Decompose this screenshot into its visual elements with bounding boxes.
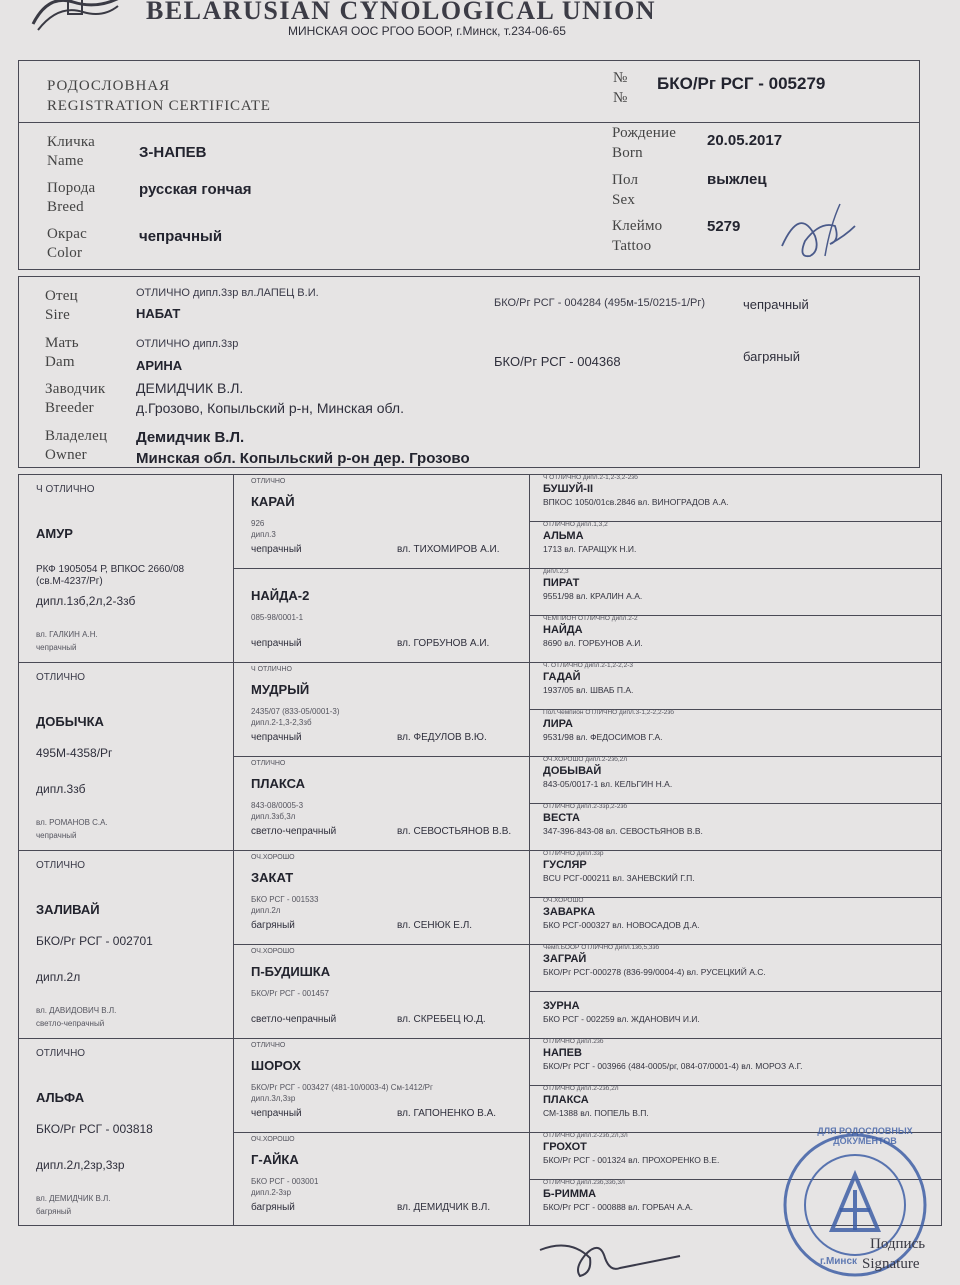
ancestor-color: чепрачный (251, 544, 302, 555)
ancestor-name: АМУР (36, 526, 73, 541)
ancestor-diploma: дипл.2л (36, 970, 81, 984)
label-tattoo-ru: Клеймо (612, 218, 663, 234)
gen3-cell (531, 662, 941, 709)
ancestor-name: НАПЕВ (543, 1047, 582, 1059)
ancestor-name: ГАДАЙ (543, 671, 581, 683)
ancestor-info: 843-05/0017-1 вл. КЕЛЬГИН Н.А. (543, 779, 673, 789)
sire-color: чепрачный (743, 297, 809, 312)
grandparent-cell (20, 1038, 232, 1226)
ancestor-name: ГУСЛЯР (543, 859, 587, 871)
ancestor-info: СМ-1388 вл. ПОПЕЛЬ В.П. (543, 1108, 649, 1118)
ancestor-reg: РКФ 1905054 Р, ВПКОС 2660/08 (36, 564, 185, 575)
ancestor-info: 8690 вл. ГОРБУНОВ А.И. (543, 638, 643, 648)
ancestor-name: ЗАЛИВАЙ (36, 902, 100, 917)
ancestor-owner: вл. СЕНЮК Е.Л. (397, 920, 473, 931)
ancestor-color: светло-чепрачный (251, 826, 337, 837)
dog-tattoo: 5279 (707, 218, 741, 235)
ancestor-title: ОЧ.ХОРОШО (251, 854, 295, 861)
ancestor-name: ЗАВАРКА (543, 906, 596, 918)
gen3-cell (531, 803, 941, 850)
gen3-cell (531, 897, 941, 944)
sire-title: ОТЛИЧНО дипл.3зр вл.ЛАПЕЦ В.И. (136, 287, 319, 299)
label-breed-ru: Порода (47, 180, 96, 196)
gen3-cell (531, 521, 941, 568)
ancestor-name: ШОРОХ (251, 1058, 301, 1073)
grandparent-cell (20, 474, 232, 662)
ancestor-owner: вл. ТИХОМИРОВ А.И. (397, 544, 500, 555)
ancestor-reg: 085-98/0001-1 (251, 613, 304, 622)
gen3-cell (531, 991, 941, 1038)
ancestor-title: ОТЛИЧНО (251, 1042, 286, 1049)
ancestor-name: ЗУРНА (543, 1000, 580, 1012)
ancestor-info: БКО/Рг РСГ - 003966 (484-0005/рг, 084-07/0001-4) вл. МОРОЗ А.Г. (543, 1061, 803, 1071)
ancestor-title: Ч ОТЛИЧНО дипл.2-1,2-3,2-2зб (543, 474, 638, 481)
ancestor-color: чепрачный (251, 638, 302, 649)
breeder-name: ДЕМИДЧИК В.Л. (136, 380, 244, 396)
ancestor-reg: БКО РСГ - 003001 (251, 1177, 319, 1186)
great-grandparent-cell (235, 1038, 528, 1132)
ancestor-name: АЛЬФА (36, 1090, 85, 1105)
ancestor-color: чепрачный (36, 643, 77, 652)
number-label-1: № (613, 70, 628, 86)
gen3-cell (531, 1085, 941, 1132)
ancestor-diploma: дипл.2-1,3-2,3зб (251, 718, 312, 727)
great-grandparent-cell (235, 474, 528, 568)
label-dam-en: Dam (45, 354, 75, 370)
ancestor-info: 9551/98 вл. КРАЛИН А.А. (543, 591, 643, 601)
dog-sex: выжлец (707, 171, 767, 188)
union-title: BELARUSIAN CYNOLOGICAL UNION (146, 0, 657, 25)
signature-icon (770, 196, 860, 266)
title-ru: РОДОСЛОВНАЯ (47, 78, 171, 94)
ancestor-title: ОТЛИЧНО дипл.2-2зб,2л (543, 1085, 619, 1092)
ancestor-info: БКО РСГ-000327 вл. НОВОСАДОВ Д.А. (543, 920, 700, 930)
great-grandparent-cell (235, 944, 528, 1038)
ancestor-info: 9531/98 вл. ФЕДОСИМОВ Г.А. (543, 732, 663, 742)
ancestor-reg: БКО РСГ - 001533 (251, 895, 319, 904)
ancestor-name: БУШУЙ-II (543, 483, 594, 495)
ancestor-owner: вл. СЕВОСТЬЯНОВ В.В. (397, 826, 512, 837)
ancestor-info: 347-396-843-08 вл. СЕВОСТЬЯНОВ В.В. (543, 826, 703, 836)
ancestor-info: ВПКОС 1050/01св.2846 вл. ВИНОГРАДОВ А.А. (543, 497, 729, 507)
ancestor-name: НАЙДА (543, 624, 583, 636)
label-breeder-en: Breeder (45, 400, 94, 416)
ancestor-title: ЧЕМПИОН ОТЛИЧНО дипл.2-2 (543, 615, 638, 622)
ancestor-name: ГРОХОТ (543, 1141, 587, 1153)
ancestor-diploma: дипл.2л,2зр,3зр (36, 1158, 125, 1172)
ancestor-owner: вл. РОМАНОВ С.А. (36, 818, 108, 827)
ancestor-owner: вл. СКРЕБЕЦ Ю.Д. (397, 1014, 486, 1025)
ancestor-name: ЛИРА (543, 718, 573, 730)
label-name-ru: Кличка (47, 134, 95, 150)
gen3-cell (531, 756, 941, 803)
great-grandparent-cell (235, 1132, 528, 1226)
ancestor-info: 1937/05 вл. ШВАБ П.А. (543, 685, 634, 695)
footer-signature-icon (530, 1228, 690, 1280)
dog-name: З-НАПЕВ (139, 144, 207, 161)
gen3-cell (531, 474, 941, 521)
label-breeder-ru: Заводчик (45, 381, 106, 397)
ancestor-name: ЗАКАТ (251, 870, 294, 885)
label-name-en: Name (47, 153, 84, 169)
ancestor-name: Б-РИММА (543, 1188, 597, 1200)
ancestor-owner: вл. ФЕДУЛОВ В.Ю. (397, 732, 487, 743)
ancestor-name: П-БУДИШКА (251, 964, 331, 979)
ancestor-title: ОТЛИЧНО дипл.2-2зб,2л,3л (543, 1132, 628, 1139)
ancestor-owner: вл. ДЕМИДЧИК В.Л. (36, 1194, 111, 1203)
label-dam-ru: Мать (45, 335, 79, 351)
ancestor-title: ОТЛИЧНО (251, 478, 286, 485)
ancestor-info: БКО/Рг РСГ - 001324 вл. ПРОХОРЕНКО В.Е. (543, 1155, 720, 1165)
ancestor-reg: 2435/07 (833-05/0001-3) (251, 707, 340, 716)
ancestor-reg: БКО/Рг РСГ - 001457 (251, 989, 329, 998)
ancestor-owner: вл. ДЕМИДЧИК В.Л. (397, 1202, 491, 1213)
ancestor-info: БКО РСГ - 002259 вл. ЖДАНОВИЧ И.И. (543, 1014, 700, 1024)
great-grandparent-cell (235, 756, 528, 850)
sire-reg: БКО/Рг РСГ - 004284 (495м-15/0215-1/Рг) (494, 297, 706, 309)
certificate-number: БКО/Рг РСГ - 005279 (657, 74, 826, 93)
ancestor-owner: вл. ГАПОНЕНКО В.А. (397, 1108, 497, 1119)
label-color-en: Color (47, 245, 83, 261)
ancestor-name: ЗАГРАЙ (543, 953, 587, 965)
label-breed-en: Breed (47, 199, 84, 215)
sire-name: НАБАТ (136, 306, 181, 321)
ancestor-diploma: дипл.3 (251, 530, 276, 539)
label-color-ru: Окрас (47, 226, 87, 242)
gen3-cell (531, 615, 941, 662)
ancestor-title: ОЧ.ХОРОШО (251, 948, 295, 955)
logo-icon (28, 0, 128, 34)
ancestor-info: БКО/Рг РСГ - 000888 вл. ГОРБАЧ А.А. (543, 1202, 694, 1212)
ancestor-reg: 495М-4358/Рг (36, 746, 113, 760)
stamp-city: г.Минск (820, 1256, 858, 1267)
ancestor-name: ПЛАКСА (543, 1094, 589, 1106)
ancestor-title: ОТЛИЧНО дипл.2зб,3зб,3л (543, 1179, 625, 1186)
ancestor-title: Ч ОТЛИЧНО (36, 484, 95, 495)
ancestor-diploma: дипл.3зб (36, 782, 86, 796)
title-en: REGISTRATION CERTIFICATE (47, 98, 271, 114)
ancestor-name: Г-АЙКА (251, 1152, 299, 1167)
ancestor-name: ПЛАКСА (251, 776, 306, 791)
dog-breed: русская гончая (139, 181, 252, 198)
ancestor-reg: БКО/Рг РСГ - 003818 (36, 1122, 153, 1136)
ancestor-reg-2: (св.М-4237/Рг) (36, 576, 103, 587)
ancestor-title: ОТЛИЧНО дипл.3зр (543, 850, 604, 857)
great-grandparent-cell (235, 662, 528, 756)
union-address: МИНСКАЯ ООС РГОО БООР, г.Минск, т.234-06-65 (288, 24, 566, 38)
stamp-text: ДЛЯ РОДОСЛОВНЫХ ДОКУМЕНТОВ (817, 1126, 913, 1146)
dog-born: 20.05.2017 (707, 132, 783, 149)
ancestor-name: АЛЬМА (543, 530, 584, 542)
ancestor-reg: БКО/Рг РСГ - 003427 (481-10/0003-4) См-1412/Рг (251, 1083, 433, 1092)
label-sire-en: Sire (45, 307, 70, 323)
ancestor-title: ОТЛИЧНО дипл.2зб (543, 1038, 604, 1045)
ancestor-info: 1713 вл. ГАРАЩУК Н.И. (543, 544, 637, 554)
ancestor-name: ДОБЫВАЙ (543, 765, 602, 777)
ancestor-owner: вл. ДАВИДОВИЧ В.Л. (36, 1006, 117, 1015)
ancestor-title: ОТЛИЧНО (36, 860, 86, 871)
ancestor-owner: вл. ГОРБУНОВ А.И. (397, 638, 490, 649)
gen3-cell (531, 1038, 941, 1085)
ancestor-diploma: дипл.2л (251, 906, 281, 915)
ancestor-reg: 926 (251, 519, 265, 528)
ancestor-color: чепрачный (251, 732, 302, 743)
label-sex-ru: Пол (612, 172, 639, 188)
grandparent-cell (20, 662, 232, 850)
ancestor-title: ОЧ.ХОРОШО дипл.2-2зб,2л (543, 756, 628, 763)
ancestor-info: BCU РСГ-000211 вл. ЗАНЕВСКИЙ Г.П. (543, 873, 695, 883)
signature-label-ru: Подпись (870, 1236, 926, 1252)
ancestor-title: Чемп.БООР ОТЛИЧНО дипл.1зб,5,3зб (543, 944, 660, 951)
ancestor-title: Пол.Чемпион ОТЛИЧНО дипл.3-1,2-2,2-2зб (543, 709, 674, 716)
label-born-en: Born (612, 145, 643, 161)
dog-color: чепрачный (139, 228, 223, 245)
label-born-ru: Рождение (612, 125, 677, 141)
ancestor-reg: 843-08/0005-3 (251, 801, 304, 810)
dam-color: багряный (743, 349, 801, 364)
gen3-cell (531, 568, 941, 615)
breeder-address: д.Грозово, Копыльский р-н, Минская обл. (136, 400, 404, 416)
ancestor-title: ОТЛИЧНО дипл.2-3зр,2-2зб (543, 803, 628, 810)
ancestor-title: ОТЛИЧНО (36, 672, 86, 683)
dam-title: ОТЛИЧНО дипл.3зр (136, 338, 239, 350)
ancestor-diploma: дипл.3зб,3л (251, 812, 296, 821)
ancestor-diploma: дипл.1зб,2л,2-3зб (36, 594, 136, 608)
label-tattoo-en: Tattoo (612, 238, 652, 254)
label-owner-ru: Владелец (45, 428, 108, 444)
great-grandparent-cell (235, 850, 528, 944)
ancestor-title: ОТЛИЧНО (36, 1048, 86, 1059)
gen3-cell (531, 850, 941, 897)
grandparent-cell (20, 850, 232, 1038)
dam-name: АРИНА (136, 358, 183, 373)
ancestor-name: ДОБЫЧКА (36, 714, 104, 729)
ancestor-color: багряный (251, 920, 295, 931)
ancestor-color: светло-чепрачный (251, 1014, 337, 1025)
great-grandparent-cell (235, 568, 528, 662)
dam-reg: БКО/Рг РСГ - 004368 (494, 354, 621, 369)
ancestor-color: багряный (251, 1202, 295, 1213)
ancestor-title: Ч ОТЛИЧНО (251, 666, 292, 673)
ancestor-reg: БКО/Рг РСГ - 002701 (36, 934, 153, 948)
ancestor-title: дипл.2,3 (543, 568, 569, 575)
owner-name: Демидчик В.Л. (136, 429, 245, 446)
owner-address: Минская обл. Копыльский р-он дер. Грозово (136, 450, 470, 467)
ancestor-color: чепрачный (36, 831, 77, 840)
ancestor-name: НАЙДА-2 (251, 588, 310, 603)
ancestor-title: ОТЛИЧНО (251, 760, 286, 767)
ancestor-title: ОЧ.ХОРОШО (251, 1136, 295, 1143)
ancestor-title: ОЧ.ХОРОШО (543, 897, 584, 904)
ancestor-name: ВЕСТА (543, 812, 580, 824)
ancestor-info: БКО/Рг РСГ-000278 (836-99/0004-4) вл. РУСЕЦКИЙ А.С. (543, 967, 766, 977)
ancestor-title: Ч. ОТЛИЧНО дипл.2-1,2-2,2-3 (543, 662, 633, 669)
ancestor-name: ПИРАТ (543, 577, 580, 589)
signature-label-en: Signature (862, 1256, 920, 1272)
label-sire-ru: Отец (45, 288, 78, 304)
gen3-cell (531, 709, 941, 756)
number-label-2: № (613, 90, 628, 106)
label-sex-en: Sex (612, 192, 636, 208)
label-owner-en: Owner (45, 447, 87, 463)
ancestor-name: МУДРЫЙ (251, 682, 310, 697)
ancestor-title: ОТЛИЧНО дипл.1,3,2 (543, 521, 608, 528)
ancestor-name: КАРАЙ (251, 494, 295, 509)
ancestor-color: багряный (36, 1207, 72, 1216)
ancestor-color: светло-чепрачный (36, 1019, 105, 1028)
gen3-cell (531, 944, 941, 991)
ancestor-owner: вл. ГАЛКИН А.Н. (36, 630, 98, 639)
ancestor-diploma: дипл.2-3зр (251, 1188, 292, 1197)
ancestor-diploma: дипл.3л,3зр (251, 1094, 296, 1103)
ancestor-color: чепрачный (251, 1108, 302, 1119)
